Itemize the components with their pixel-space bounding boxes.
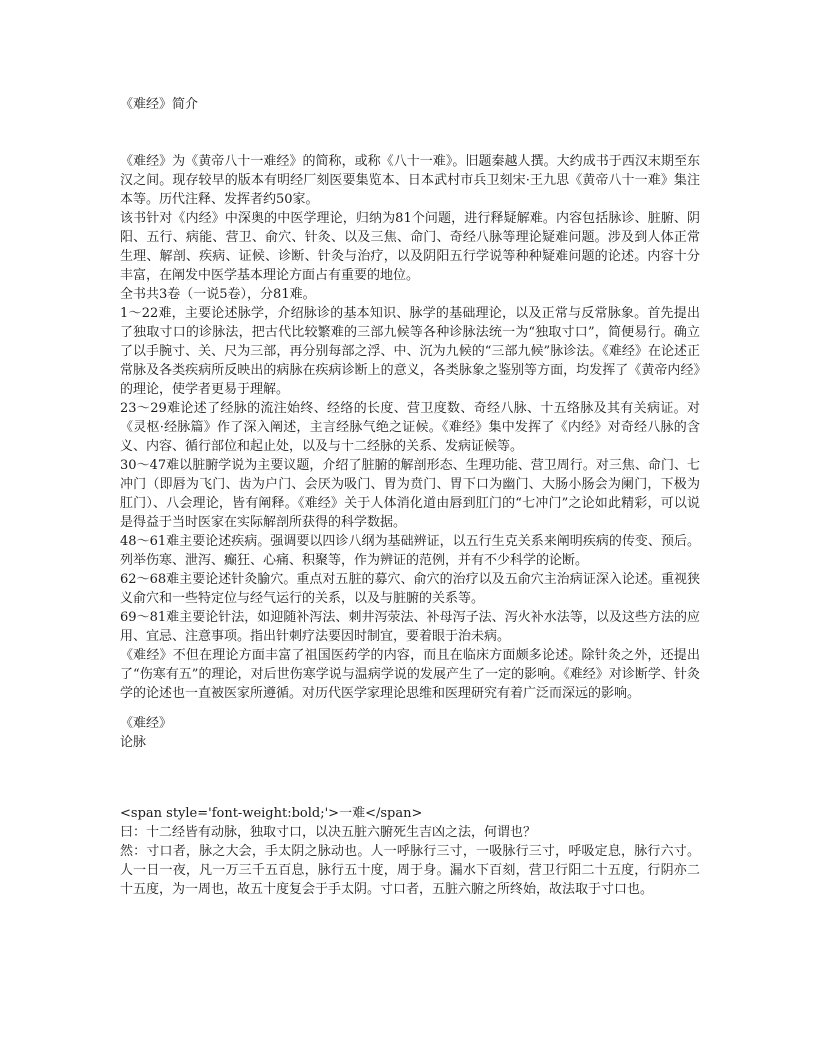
paragraph-organs: 30～47难以脏腑学说为主要议题，介绍了脏腑的解剖形态、生理功能、营卫周行。对三焦、命门、七冲门（即唇为飞门、齿为户门、会厌为吸门、胃为贲门、胃下口为幽门、大肠小肠会为阑门，下极为肛门）、八会理论，皆有阐释。《难经》关于人体消化道由唇到肛门的“七冲门”之论如此精彩，可以说是得益于当时医家在实际解剖所获得的科学数据。 (120, 458, 700, 530)
book-name: 《难经》 (120, 716, 173, 731)
chapter-one (120, 804, 700, 899)
paragraph-diseases: 48～61难主要论述疾病。强调要以四诊八纲为基础辨证，以五行生克关系来阐明疾病的传变、预后。列举伤寒、泄泻、癫狂、心痛、积聚等，作为辨证的范例，并有不少科学的论断。 (120, 534, 700, 568)
book-section (120, 714, 700, 752)
document-title: 《难经》简介 (120, 97, 199, 112)
intro-body (120, 152, 700, 703)
paragraph-needling: 69～81难主要论针法，如迎随补泻法、刺井泻荥法、补母泻子法、泻火补水法等，以及这些方法的应用、宜忌、注意事项。指出针刺疗法要因时制宜，要着眼于治未病。 (120, 610, 700, 644)
paragraph-overview: 《难经》为《黄帝八十一难经》的简称，或称《八十一难》。旧题秦越人撰。大约成书于西汉末期至东汉之间。现存较早的版本有明经厂刻医要集览本、日本武村市兵卫刻宋·王九思《黄帝八十一难》集注本等。历代注释、发挥者约50家。 (120, 154, 700, 207)
paragraph-influence: 《难经》不但在理论方面丰富了祖国医药学的内容，而且在临床方面颇多论述。除针灸之外，还提出了“伤寒有五”的理论，对后世伤寒学说与温病学说的发展产生了一定的影响。《难经》对诊断学、针灸学的论述也一直被医家所遵循。对历代医学家理论思维和医理研究有着广泛而深远的影响。 (120, 648, 700, 701)
paragraph-meridians: 23～29难论述了经脉的流注始终、经络的长度、营卫度数、奇经八脉、十五络脉及其有关病证。对《灵枢·经脉篇》作了深入阐述，主言经脉气绝之证候。《难经》集中发挥了《内经》对奇经八脉的含义、内容、循行部位和起止处，以及与十二经脉的关系、发病证候等。 (120, 401, 700, 454)
chapter-answer: 然：寸口者，脉之大会，手太阴之脉动也。人一呼脉行三寸，一吸脉行三寸，呼吸定息，脉行六寸。人一日一夜，凡一万三千五百息，脉行五十度，周于身。漏水下百刻，营卫行阳二十五度，行阴亦二十五度，为一周也，故五十度复会于手太阴。寸口者，五脏六腑之所终始，故法取于寸口也。 (120, 844, 700, 897)
paragraph-pulse: 1～22难，主要论述脉学，介绍脉诊的基本知识、脉学的基础理论，以及正常与反常脉象。首先提出了独取寸口的诊脉法，把古代比较繁难的三部九候等各种诊脉法统一为“独取寸口”，简便易行。确立了以手腕寸、关、尺为三部，再分别每部之浮、中、沉为九候的“三部九候”脉诊法。《难经》在论述正常脉及各类疾病所反映出的病脉在疾病诊断上的意义，各类脉象之鉴别等方面，均发挥了《黄帝内经》的理论，使学者更易于理解。 (120, 306, 700, 397)
paragraph-volumes: 全书共3卷（一说5卷），分81难。 (120, 287, 316, 302)
chapter-heading: <span style='font-weight:bold;'>一难</span> (120, 806, 423, 821)
section-name: 论脉 (120, 735, 147, 750)
paragraph-acupoints: 62～68难主要论述针灸腧穴。重点对五脏的募穴、俞穴的治疗以及五俞穴主治病证深入论述。重视狭义俞穴和一些特定位与经气运行的关系，以及与脏腑的关系等。 (120, 572, 700, 606)
paragraph-content: 该书针对《内经》中深奥的中医学理论，归纳为81个问题，进行释疑解难。内容包括脉诊、脏腑、阴阳、五行、病能、营卫、俞穴、针灸、以及三焦、命门、奇经八脉等理论疑难问题。涉及到人体正常生理、解剖、疾病、证候、诊断、针灸与治疗，以及阴阳五行学说等种种疑难问题的论述。内容十分丰富，在阐发中医学基本理论方面占有重要的地位。 (120, 211, 700, 283)
chapter-question: 曰：十二经皆有动脉，独取寸口，以决五脏六腑死生吉凶之法，何谓也？ (120, 825, 537, 840)
